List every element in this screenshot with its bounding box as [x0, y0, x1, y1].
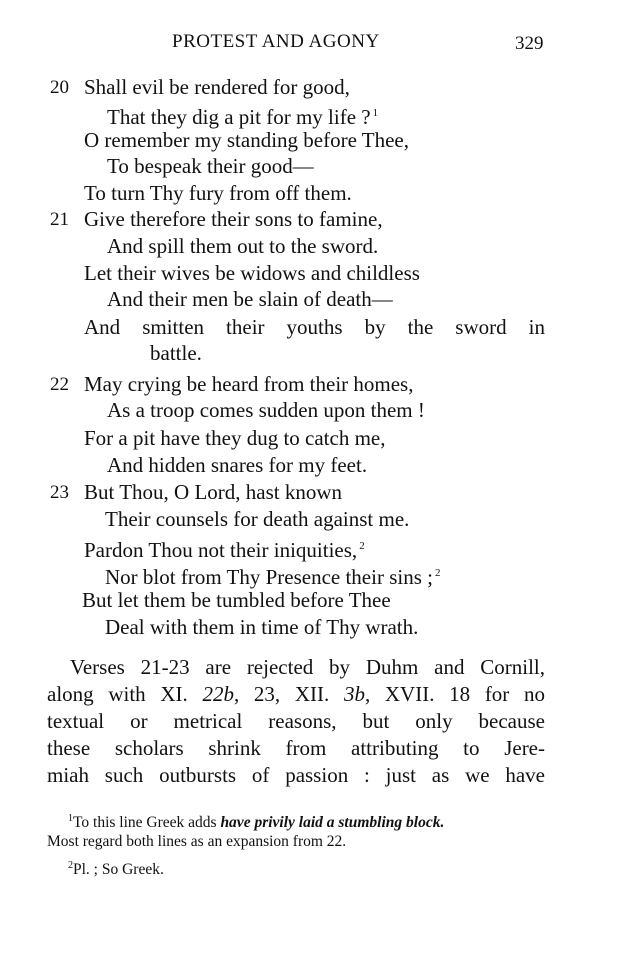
poem-line-text: Nor blot from Thy Presence their sins ; — [105, 565, 433, 589]
footnote-mark: 1 — [68, 813, 73, 824]
prose-line — [47, 682, 545, 706]
verse-number: 21 — [50, 209, 69, 230]
italic-segment: 3b — [343, 682, 365, 706]
poem-line: O remember my standing before Thee, — [84, 128, 409, 152]
poem-line: But let them be tumbled before Thee — [82, 588, 391, 612]
poem-line-text: Pardon Thou not their iniquities, — [84, 538, 358, 562]
footnote-1-continuation: Most regard both lines as an expansion from 22. — [47, 833, 347, 850]
verse-number: 23 — [50, 482, 69, 503]
text-segment: , 23, XII. — [233, 682, 330, 706]
poem-line-text: That they dig a pit for my life ? — [107, 105, 371, 129]
poem-line: Shall evil be rendered for good, — [84, 75, 350, 99]
poem-line: May crying be heard from their homes, — [84, 372, 414, 396]
text-segment: along with XI. — [47, 682, 188, 706]
poem-line: As a troop comes sudden upon them ! — [107, 398, 425, 422]
poem-line: But Thou, O Lord, hast known — [84, 480, 343, 504]
verse-number: 22 — [50, 374, 69, 395]
prose-line: miah such outbursts of passion : just as we have — [47, 763, 545, 787]
poem-line: And spill them out to the sword. — [107, 234, 379, 258]
prose-line: these scholars shrink from attributing to Jere- — [47, 736, 545, 760]
poem-line: battle. — [150, 341, 202, 365]
prose-line: textual or metrical reasons, but only because — [47, 709, 545, 733]
footnote-ref: 2 — [434, 567, 441, 579]
footnote-2 — [66, 856, 164, 880]
poem-line: To turn Thy fury from off them. — [84, 181, 352, 205]
footnote-text: Pl. ; So Greek. — [73, 861, 164, 878]
poem-line: And hidden snares for my feet. — [107, 453, 368, 477]
poem-line: Give therefore their sons to famine, — [84, 207, 383, 231]
verse-number: 20 — [50, 77, 69, 98]
italic-segment: 22b — [202, 682, 234, 706]
poem-line — [107, 101, 378, 129]
prose-line: Verses 21-23 are rejected by Duhm and Cornill, — [70, 655, 545, 679]
footnote-text: To this line Greek adds — [73, 814, 221, 831]
poem-line: And smitten their youths by the sword in — [84, 315, 545, 339]
poem-line: Deal with them in time of Thy wrath. — [105, 615, 419, 639]
text-segment: , XVII. 18 for no — [364, 682, 545, 706]
poem-line: Their counsels for death against me. — [105, 507, 410, 531]
poem-line — [105, 561, 440, 589]
poem-line: And their men be slain of death— — [107, 287, 393, 311]
running-header-title: PROTEST AND AGONY — [172, 31, 380, 52]
footnote-mark: 2 — [68, 860, 73, 871]
footnote-ref: 2 — [359, 540, 365, 552]
footnote-1 — [66, 809, 444, 833]
page-number: 329 — [515, 33, 544, 54]
footnote-ref: 1 — [372, 107, 379, 119]
footnote-italic: have privily laid a stumbling block. — [220, 814, 445, 831]
poem-line: Let their wives be widows and childless — [84, 261, 420, 285]
poem-line — [84, 534, 365, 562]
poem-line: To bespeak their good— — [107, 154, 314, 178]
poem-line: For a pit have they dug to catch me, — [84, 426, 386, 450]
